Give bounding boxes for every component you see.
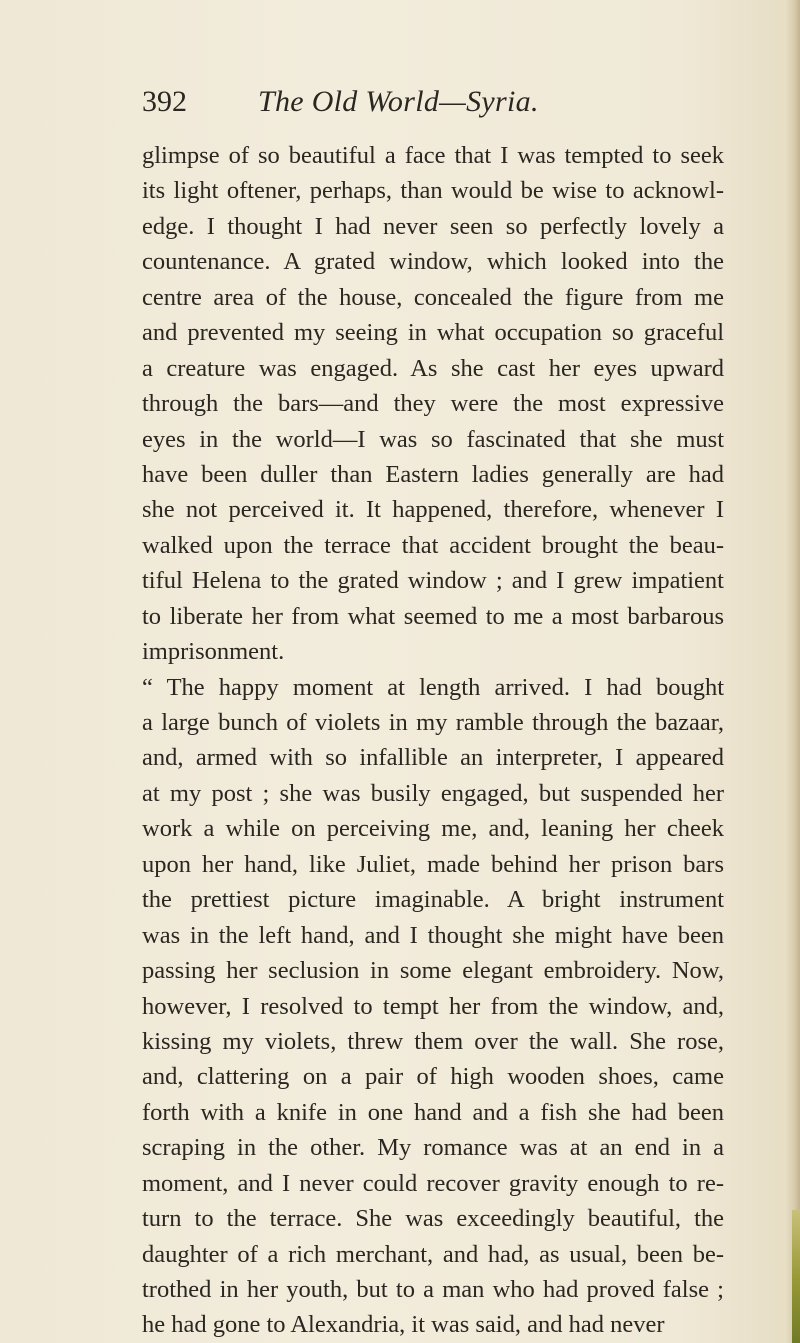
text-line: walked upon the terrace that accident brought the beau- xyxy=(142,531,724,559)
text-line: at my post ; she was busily engaged, but suspended her xyxy=(142,779,724,807)
text-line: countenance. A grated window, which looked into the xyxy=(142,248,724,276)
page-edge-shadow xyxy=(786,0,800,1343)
text-line: and, clattering on a pair of high wooden shoes, came xyxy=(142,1063,724,1091)
text-line: glimpse of so beautiful a face that I was tempted to seek xyxy=(142,142,724,169)
text-line: he had gone to Alexandria, it was said, and had never xyxy=(142,1311,665,1339)
text-line: turn to the terrace. She was exceedingly beautiful, the xyxy=(142,1205,724,1233)
text-line: work a while on perceiving me, and, leaning her cheek xyxy=(142,815,724,843)
text-line: moment, and I never could recover gravity enough to re- xyxy=(142,1169,724,1197)
text-line: imprisonment. xyxy=(142,638,285,666)
text-line: through the bars—and they were the most expressive xyxy=(142,390,724,418)
text-line: scraping in the other. My romance was at an end in a xyxy=(142,1134,724,1162)
text-line: forth with a knife in one hand and a fish she had been xyxy=(142,1098,724,1126)
page-header xyxy=(142,82,722,122)
text-line: have been duller than Eastern ladies generally are had xyxy=(142,460,724,488)
text-line: its light oftener, perhaps, than would be wise to acknowl- xyxy=(142,177,724,205)
text-line: eyes in the world—I was so fascinated that she must xyxy=(142,425,724,453)
text-line: a creature was engaged. As she cast her eyes upward xyxy=(142,354,724,382)
text-line: to liberate her from what seemed to me a most barbarous xyxy=(142,602,724,630)
text-line: edge. I thought I had never seen so perfectly lovely a xyxy=(142,212,724,240)
text-line: “ The happy moment at length arrived. I had bought xyxy=(142,673,724,701)
text-line: passing her seclusion in some elegant embroidery. Now, xyxy=(142,957,724,985)
text-line: and prevented my seeing in what occupation so graceful xyxy=(142,319,724,347)
text-line: daughter of a rich merchant, and had, as usual, been be- xyxy=(142,1240,724,1268)
text-line: centre area of the house, concealed the figure from me xyxy=(142,283,724,311)
text-line: upon her hand, like Juliet, made behind her prison bars xyxy=(142,850,724,878)
text-line: the prettiest picture imaginable. A bright instrument xyxy=(142,886,724,914)
body-text xyxy=(142,138,724,1343)
running-head: The Old World—Syria. xyxy=(258,85,539,118)
page-number: 392 xyxy=(142,85,187,118)
text-line: she not perceived it. It happened, therefore, whenever I xyxy=(142,496,724,524)
text-line: was in the left hand, and I thought she might have been xyxy=(142,921,724,949)
text-line: a large bunch of violets in my ramble through the bazaar, xyxy=(142,709,724,736)
page-corner-tab xyxy=(792,1210,800,1343)
text-line: trothed in her youth, but to a man who had proved false ; xyxy=(142,1276,724,1303)
text-line: tiful Helena to the grated window ; and I grew impatient xyxy=(142,567,724,595)
text-line: kissing my violets, threw them over the wall. She rose, xyxy=(142,1027,724,1055)
text-line: however, I resolved to tempt her from the window, and, xyxy=(142,992,724,1020)
text-line: and, armed with so infallible an interpreter, I appeared xyxy=(142,744,724,772)
